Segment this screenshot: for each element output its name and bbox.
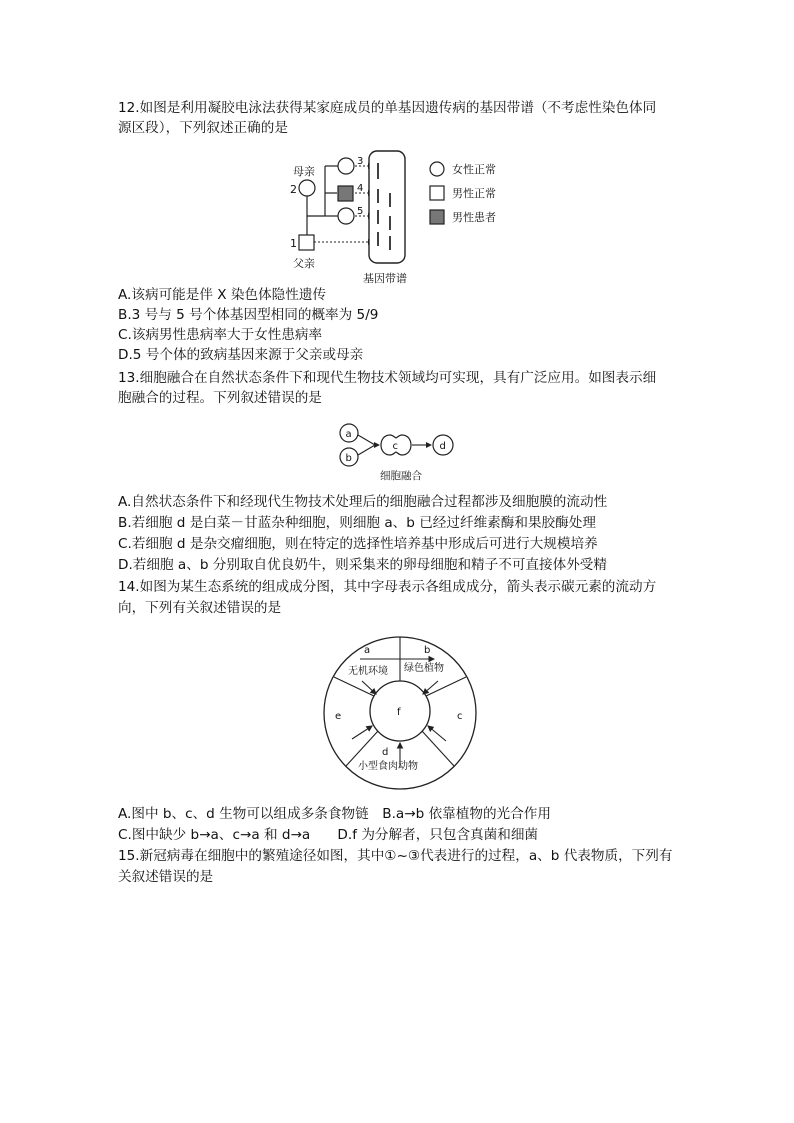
cell-c-label: c — [392, 441, 398, 452]
child-3-symbol — [338, 158, 354, 174]
q12-option-b: B.3 号与 5 号个体基因型相同的概率为 5/9 — [118, 307, 379, 323]
q12-stem-line1: 12.如图是利用凝胶电泳法获得某家庭成员的单基因遗传病的基因带谱（不考虑性染色体同 — [118, 100, 657, 116]
label-green-plants: 绿色植物 — [404, 663, 444, 674]
q14-options-line2: C.图中缺少 b→a、c→a 和 d→a D.f 为分解者，只包含真菌和细菌 — [118, 827, 539, 843]
q14-options-line1: A.图中 b、c、d 生物可以组成多条食物链 B.a→b 依靠植物的光合作用 — [118, 806, 551, 822]
legend-female-normal-icon — [430, 162, 444, 176]
cell-fusion-figure — [330, 418, 460, 484]
gel-label: 基因带谱 — [363, 272, 407, 285]
num-5: 5 — [357, 206, 364, 217]
q13-stem-line2: 胞融合的过程。下列叙述错误的是 — [118, 390, 322, 406]
label-a: a — [364, 645, 371, 656]
label-d: d — [382, 747, 389, 758]
fusion-caption: 细胞融合 — [380, 470, 422, 482]
q14-stem-line2: 向，下列有关叙述错误的是 — [118, 600, 282, 616]
num-2: 2 — [290, 183, 297, 196]
child-5-symbol — [338, 208, 354, 224]
label-e: e — [335, 711, 342, 722]
label-f: f — [397, 707, 401, 718]
child-4-symbol — [338, 186, 353, 201]
gel-lane — [369, 151, 405, 263]
q12-option-d: D.5 号个体的致病基因来源于父亲或母亲 — [118, 347, 364, 363]
num-3: 3 — [357, 156, 364, 167]
q14-stem-line1: 14.如图为某生态系统的组成成分图，其中字母表示各组成成分，箭头表示碳元素的流动方 — [118, 579, 657, 595]
mother-label: 母亲 — [293, 165, 315, 178]
q13-option-c: C.若细胞 d 是杂交瘤细胞，则在特定的选择性培养基中形成后可进行大规模培养 — [118, 536, 598, 552]
q13-option-d: D.若细胞 a、b 分别取自优良奶牛，则采集来的卵母细胞和精子不可直接体外受精 — [118, 557, 607, 573]
legend-male-normal-icon — [430, 186, 444, 200]
cell-d-label: d — [439, 441, 446, 452]
q15-stem-line2: 关叙述错误的是 — [118, 869, 214, 885]
q12-stem-line2: 源区段），下列叙述正确的是 — [118, 120, 288, 136]
father-symbol — [299, 235, 314, 250]
q13-option-a: A.自然状态条件下和经现代生物技术处理后的细胞融合过程都涉及细胞膜的流动性 — [118, 494, 608, 510]
num-1: 1 — [290, 237, 297, 250]
q13-stem-line1: 13.细胞融合在自然状态条件下和现代生物技术领域均可实现，具有广泛应用。如图表示细 — [118, 370, 657, 386]
father-label: 父亲 — [293, 257, 315, 270]
label-b: b — [424, 645, 431, 656]
ecosystem-figure — [320, 633, 480, 793]
q13-option-b: B.若细胞 d 是白菜－甘蓝杂种细胞，则细胞 a、b 已经过纤维素酶和果胶酶处理 — [118, 515, 596, 531]
legend-male-normal: 男性正常 — [452, 187, 496, 200]
label-small-carnivore: 小型食肉动物 — [358, 761, 418, 772]
legend-male-patient: 男性患者 — [452, 211, 496, 224]
cell-a-label: a — [345, 429, 352, 440]
label-inorganic-env: 无机环境 — [348, 666, 388, 677]
q12-option-a: A.该病可能是伴 X 染色体隐性遗传 — [118, 287, 327, 303]
cell-b-label: b — [345, 453, 352, 464]
q12-option-c: C.该病男性患病率大于女性患病率 — [118, 327, 323, 343]
q15-stem-line1: 15.新冠病毒在细胞中的繁殖途径如图，其中①~③代表进行的过程，a、b 代表物质，下列有 — [118, 848, 673, 864]
legend-male-patient-icon — [430, 210, 444, 224]
pedigree-gel-figure — [285, 146, 515, 286]
mother-symbol — [299, 180, 315, 196]
num-4: 4 — [357, 183, 364, 194]
label-c: c — [457, 711, 463, 722]
legend-female-normal: 女性正常 — [452, 163, 496, 176]
